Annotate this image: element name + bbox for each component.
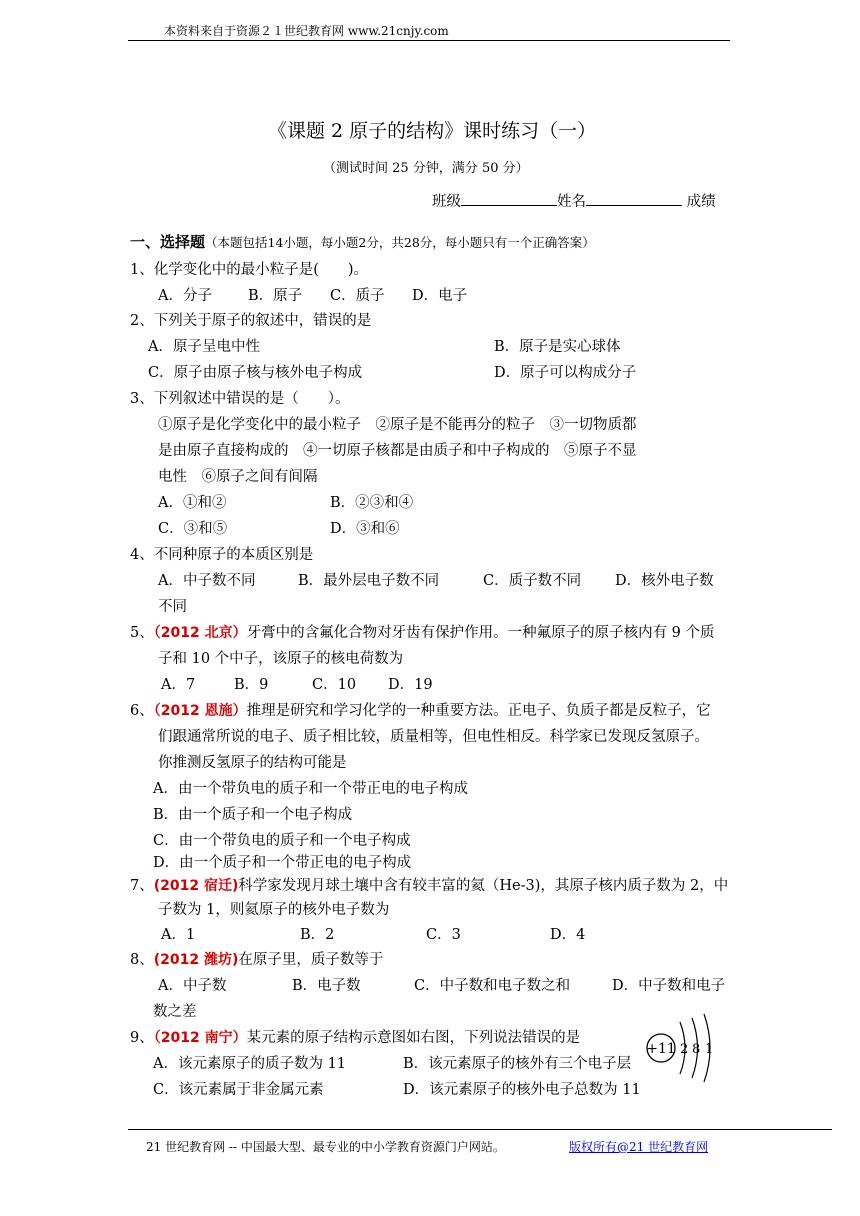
q6-line-3: 你推测反氢原子的结构可能是 bbox=[158, 755, 347, 771]
name-label: 姓名 bbox=[557, 194, 586, 210]
q3-line-1: ①原子是化学变化中的最小粒子 ②原子是不能再分的粒子 ③一切物质都 bbox=[158, 417, 637, 433]
q6-text-1: 推理是研究和学习化学的一种重要方法。正电子、负质子都是反粒子，它 bbox=[246, 703, 711, 719]
nucleus-charge: +11 bbox=[646, 1041, 676, 1057]
shell-3-count: 1 bbox=[705, 1042, 714, 1057]
q1-stem: 1、化学变化中的最小粒子是( )。 bbox=[130, 262, 369, 278]
q3-option-d: D．③和⑥ bbox=[330, 521, 400, 537]
q8-option-b: B．电子数 bbox=[292, 978, 361, 994]
q6-option-c: C．由一个带负电的质子和一个电子构成 bbox=[153, 833, 411, 849]
q8-text-1: 在原子里，质子数等于 bbox=[238, 952, 384, 968]
q3-option-b: B．②③和④ bbox=[330, 495, 414, 511]
q5-line-2: 子和 10 个中子，该原子的核电荷数为 bbox=[158, 651, 404, 667]
q7-text-1: 科学家发现月球土壤中含有较丰富的氦（He-3)，其原子核内质子数为 2，中 bbox=[238, 878, 729, 894]
q8-line-1 bbox=[130, 948, 383, 969]
q6-line-2: 们跟通常所说的电子、质子相比较，质量相等，但电性相反。科学家已发现反氢原子。 bbox=[158, 729, 709, 745]
score-label: 成绩 bbox=[686, 194, 716, 210]
q8-option-a: A．中子数 bbox=[158, 978, 227, 994]
q9-option-c: C．该元素属于非金属元素 bbox=[153, 1082, 324, 1098]
q3-line-3: 电性 ⑥原子之间有间隔 bbox=[158, 469, 318, 485]
q5-option-c: C．10 bbox=[312, 677, 357, 693]
q5-source: （2012 北京） bbox=[153, 625, 247, 641]
q7-source: (2012 宿迁) bbox=[153, 878, 239, 894]
page-header: 本资料来自于资源２１世纪教育网 www.21cnjy.com bbox=[164, 24, 449, 38]
q9-source: （2012 南宁） bbox=[153, 1030, 247, 1046]
section-note: （本题包括14小题，每小题2分，共28分，每小题只有一个正确答案） bbox=[205, 235, 595, 250]
q5-number: 5、 bbox=[130, 625, 154, 641]
q9-line-1 bbox=[130, 1026, 580, 1047]
q6-option-a: A．由一个带负电的质子和一个带正电的电子构成 bbox=[153, 781, 468, 797]
q3-stem: 3、下列叙述中错误的是（ ）。 bbox=[130, 391, 350, 407]
q8-option-c: C．中子数和电子数之和 bbox=[414, 978, 571, 994]
q2-option-a: A．原子呈电中性 bbox=[148, 339, 260, 355]
q6-source: （2012 恩施） bbox=[153, 703, 247, 719]
q8-option-d-cont: 数之差 bbox=[153, 1004, 197, 1020]
q8-number: 8、 bbox=[130, 952, 154, 968]
footer-rule bbox=[128, 1129, 832, 1130]
q2-option-d: D．原子可以构成分子 bbox=[494, 365, 637, 381]
q6-option-d: D．由一个质子和一个带正电的电子构成 bbox=[153, 855, 412, 871]
class-label: 班级 bbox=[432, 194, 461, 210]
q4-option-c: C．质子数不同 bbox=[483, 573, 582, 589]
q2-option-b: B．原子是实心球体 bbox=[494, 339, 621, 355]
page-title: 《课题 2 原子的结构》课时练习（一） bbox=[268, 120, 597, 142]
q6-number: 6、 bbox=[130, 703, 154, 719]
class-blank[interactable] bbox=[461, 191, 557, 206]
q7-number: 7、 bbox=[130, 878, 154, 894]
footer-copyright-link[interactable]: 版权所有@21 世纪教育网 bbox=[569, 1140, 709, 1154]
shell-1-count: 2 bbox=[680, 1042, 689, 1057]
q9-option-a: A．该元素原子的质子数为 11 bbox=[153, 1056, 347, 1072]
q4-option-d-cont: 不同 bbox=[158, 599, 187, 615]
q8-option-d: D．中子数和电子 bbox=[612, 978, 726, 994]
q2-option-c: C．原子由原子核与核外电子构成 bbox=[148, 365, 363, 381]
q9-option-d: D．该元素原子的核外电子总数为 11 bbox=[403, 1082, 641, 1098]
q5-option-d: D．19 bbox=[388, 677, 433, 693]
q9-text-1: 某元素的原子结构示意图如右图，下列说法错误的是 bbox=[246, 1030, 581, 1046]
q7-option-c: C．3 bbox=[426, 927, 461, 943]
q8-source: (2012 潍坊) bbox=[153, 952, 239, 968]
footer-text: 21 世纪教育网 -- 中国最大型、最专业的中小学教育资源门户网站。 bbox=[146, 1140, 505, 1154]
section-title: 一、选择题 bbox=[130, 233, 206, 251]
q4-option-d: D．核外电子数 bbox=[615, 573, 714, 589]
q4-stem: 4、不同种原子的本质区别是 bbox=[130, 547, 314, 563]
q7-option-d: D．4 bbox=[550, 927, 586, 943]
q5-line-1 bbox=[130, 621, 715, 642]
page-subtitle: （测试时间 25 分钟，满分 50 分） bbox=[323, 161, 529, 176]
q2-stem: 2、下列关于原子的叙述中，错误的是 bbox=[130, 313, 372, 329]
q7-option-a: A．1 bbox=[161, 927, 196, 943]
q5-text-1: 牙膏中的含氟化合物对牙齿有保护作用。一种氟原子的原子核内有 9 个质 bbox=[246, 625, 715, 641]
q7-option-b: B．2 bbox=[300, 927, 335, 943]
q4-option-b: B．最外层电子数不同 bbox=[298, 573, 440, 589]
header-rule bbox=[128, 40, 730, 41]
q1-option-d: D．电子 bbox=[412, 288, 468, 304]
q3-option-a: A．①和② bbox=[158, 495, 227, 511]
q1-option-b: B．原子 bbox=[248, 288, 303, 304]
q3-line-2: 是由原子直接构成的 ④一切原子核都是由质子和中子构成的 ⑤原子不显 bbox=[158, 443, 637, 459]
q5-option-b: B．9 bbox=[234, 677, 269, 693]
student-info-line bbox=[432, 190, 716, 211]
section-heading bbox=[130, 231, 595, 252]
q7-line-2: 子数为 1，则氦原子的核外电子数为 bbox=[158, 902, 390, 918]
q1-option-c: C．质子 bbox=[330, 288, 385, 304]
atom-structure-diagram bbox=[644, 1012, 724, 1084]
q6-line-1 bbox=[130, 699, 711, 720]
shell-2-count: 8 bbox=[692, 1042, 701, 1057]
q9-number: 9、 bbox=[130, 1030, 154, 1046]
q4-option-a: A．中子数不同 bbox=[158, 573, 256, 589]
name-blank[interactable] bbox=[586, 191, 682, 206]
q1-option-a: A．分子 bbox=[158, 288, 212, 304]
q6-option-b: B．由一个质子和一个电子构成 bbox=[153, 807, 353, 823]
q5-option-a: A．7 bbox=[161, 677, 196, 693]
q7-line-1 bbox=[130, 874, 728, 895]
q9-option-b: B．该元素原子的核外有三个电子层 bbox=[403, 1056, 632, 1072]
q3-option-c: C．③和⑤ bbox=[158, 521, 228, 537]
